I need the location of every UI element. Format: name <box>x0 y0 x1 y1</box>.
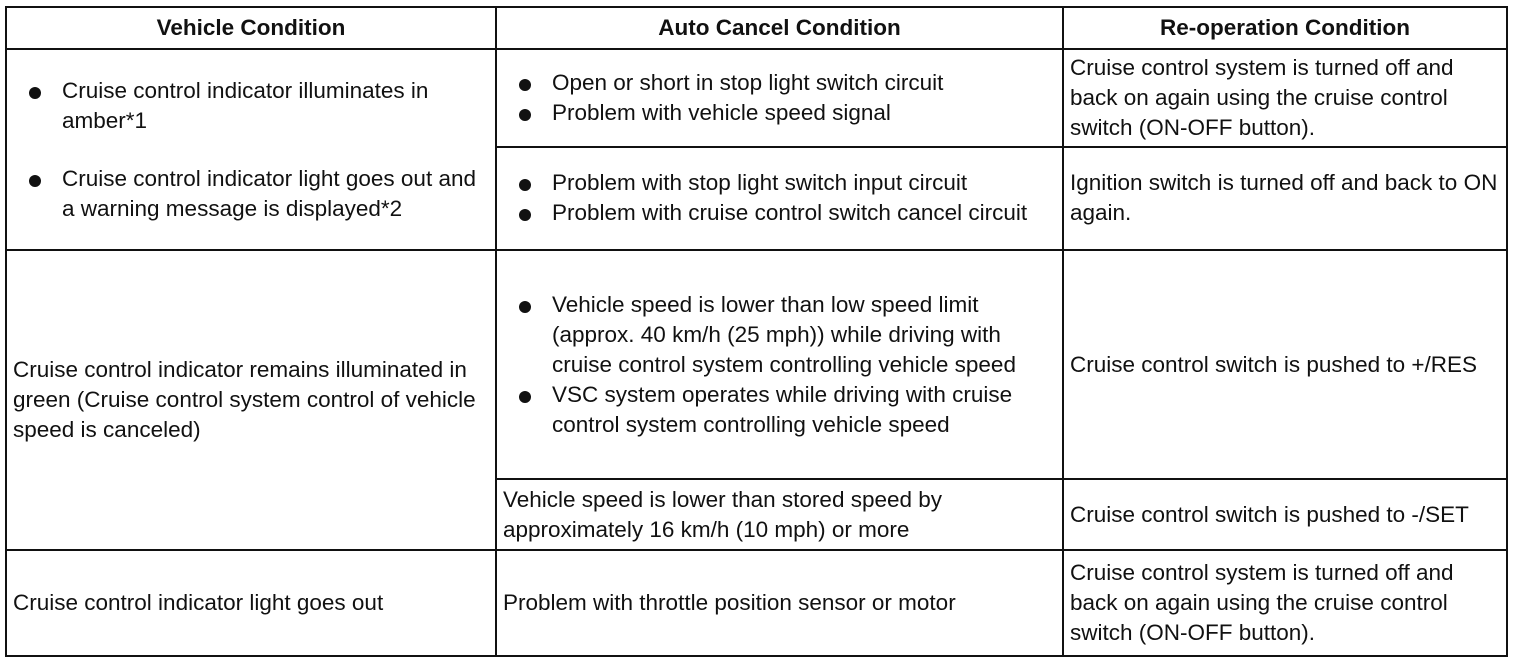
auto-cancel-cell <box>496 250 1063 479</box>
list-item: Vehicle speed is lower than low speed limit (approx. 40 km/h (25 mph)) while driving with cruise control system controlling vehicle speed <box>503 290 1056 380</box>
header-auto-cancel-condition: Auto Cancel Condition <box>496 7 1063 49</box>
header-vehicle-condition: Vehicle Condition <box>6 7 496 49</box>
table-row <box>6 250 1507 479</box>
header-row <box>6 7 1507 49</box>
list-item: Problem with stop light switch input circuit <box>503 168 1056 198</box>
list-item: Problem with vehicle speed signal <box>503 98 1056 128</box>
cruise-control-cancel-table <box>5 6 1508 657</box>
vehicle-condition-cell: Cruise control indicator light goes out <box>6 550 496 656</box>
reoperation-cell: Cruise control switch is pushed to -/SET <box>1063 479 1507 550</box>
vehicle-condition-cell: Cruise control indicator remains illuminated in green (Cruise control system control of vehicle speed is canceled) <box>6 250 496 550</box>
auto-cancel-list <box>503 168 1056 228</box>
auto-cancel-cell <box>496 147 1063 251</box>
auto-cancel-list <box>503 290 1056 440</box>
auto-cancel-cell: Problem with throttle position sensor or motor <box>496 550 1063 656</box>
list-item: Problem with cruise control switch cancel circuit <box>503 198 1056 228</box>
reoperation-cell: Cruise control switch is pushed to +/RES <box>1063 250 1507 479</box>
list-item: Cruise control indicator illuminates in amber*1 <box>13 76 489 136</box>
auto-cancel-cell <box>496 49 1063 147</box>
header-reoperation-condition: Re-operation Condition <box>1063 7 1507 49</box>
vehicle-condition-list <box>13 76 489 224</box>
auto-cancel-cell: Vehicle speed is lower than stored speed by approximately 16 km/h (10 mph) or more <box>496 479 1063 550</box>
list-item: VSC system operates while driving with cruise control system controlling vehicle speed <box>503 380 1056 440</box>
table-row <box>6 49 1507 147</box>
auto-cancel-list <box>503 68 1056 128</box>
vehicle-condition-cell <box>6 49 496 250</box>
table-row <box>6 550 1507 656</box>
reoperation-cell: Ignition switch is turned off and back to ON again. <box>1063 147 1507 251</box>
reoperation-cell: Cruise control system is turned off and back on again using the cruise control switch (ON-OFF button). <box>1063 49 1507 147</box>
list-item: Cruise control indicator light goes out and a warning message is displayed*2 <box>13 164 489 224</box>
list-item: Open or short in stop light switch circuit <box>503 68 1056 98</box>
reoperation-cell: Cruise control system is turned off and back on again using the cruise control switch (ON-OFF button). <box>1063 550 1507 656</box>
